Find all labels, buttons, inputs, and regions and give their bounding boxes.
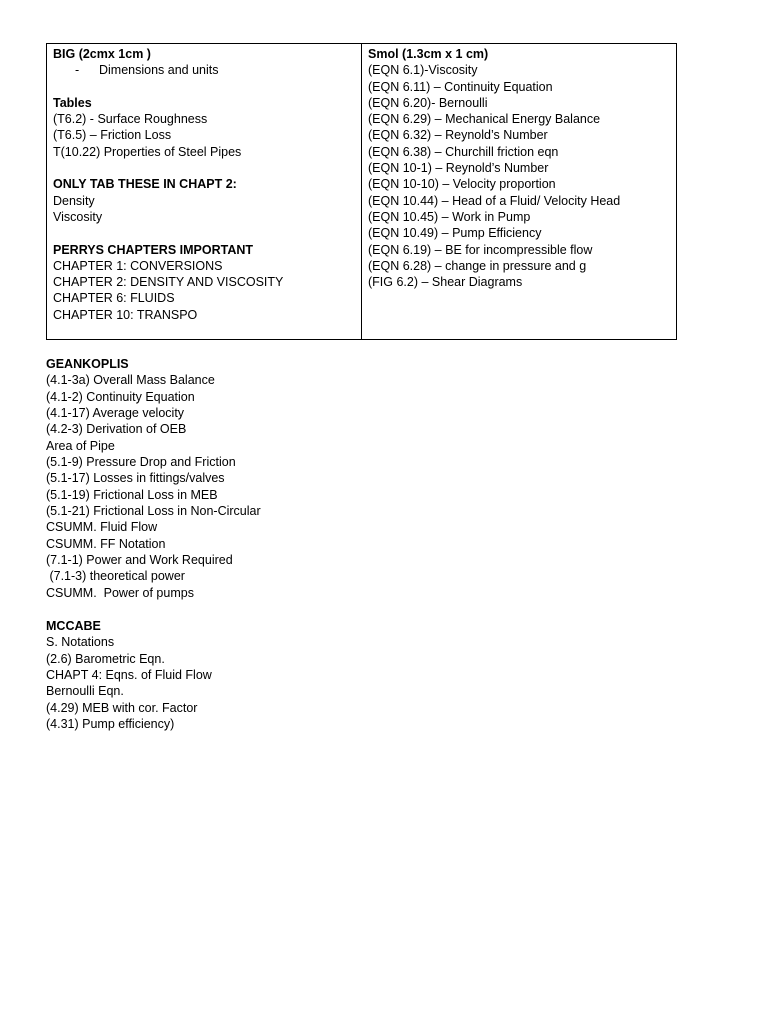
spacer: [53, 79, 355, 95]
smol-item: (FIG 6.2) – Shear Diagrams: [368, 275, 523, 290]
geankoplis-section: [46, 356, 261, 601]
geankoplis-item: (5.1-9) Pressure Drop and Friction: [46, 455, 236, 470]
geankoplis-item: Area of Pipe: [46, 438, 115, 453]
mccabe-heading: MCCABE: [46, 619, 101, 633]
perrys-heading: PERRYS CHAPTERS IMPORTANT: [53, 242, 254, 257]
big-column: [47, 44, 362, 340]
perrys-item: CHAPTER 1: CONVERSIONS: [53, 258, 223, 273]
smol-item: (EQN 6.19) – BE for incompressible flow: [368, 242, 593, 257]
perrys-item: CHAPTER 2: DENSITY AND VISCOSITY: [53, 275, 284, 290]
reference-table-row: [47, 44, 677, 340]
mccabe-item: (4.31) Pump efficiency): [46, 717, 175, 732]
smol-item: (EQN 6.38) – Churchill friction eqn: [368, 144, 559, 159]
chapt2-heading: ONLY TAB THESE IN CHAPT 2:: [53, 177, 237, 192]
geankoplis-heading: GEANKOPLIS: [46, 357, 129, 371]
spacer: [53, 160, 355, 176]
smol-column: [362, 44, 677, 340]
geankoplis-item: (4.2-3) Derivation of OEB: [46, 422, 187, 437]
geankoplis-item: CSUMM. FF Notation: [46, 536, 166, 551]
big-heading: BIG (2cmx 1cm ): [53, 47, 151, 61]
smol-item: (EQN 10.44) – Head of a Fluid/ Velocity Head: [368, 193, 621, 208]
bullet-dash: -: [75, 63, 80, 78]
smol-item: (EQN 6.32) – Reynold’s Number: [368, 128, 548, 143]
smol-item: (EQN 6.29) – Mechanical Energy Balance: [368, 112, 601, 127]
smol-item: (EQN 10.45) – Work in Pump: [368, 209, 531, 224]
smol-item: (EQN 6.28) – change in pressure and g: [368, 258, 587, 273]
perrys-item: CHAPTER 6: FLUIDS: [53, 291, 175, 306]
geankoplis-item: (4.1-17) Average velocity: [46, 406, 185, 421]
geankoplis-item: (5.1-21) Frictional Loss in Non-Circular: [46, 504, 261, 519]
geankoplis-item: (5.1-17) Losses in fittings/valves: [46, 471, 225, 486]
tables-item: (T6.2) - Surface Roughness: [53, 112, 208, 127]
mccabe-item: Bernoulli Eqn.: [46, 684, 124, 699]
smol-item: (EQN 6.1)-Viscosity: [368, 63, 478, 78]
mccabe-item: CHAPT 4: Eqns. of Fluid Flow: [46, 668, 212, 683]
geankoplis-item: (5.1-19) Frictional Loss in MEB: [46, 487, 218, 502]
mccabe-item: (2.6) Barometric Eqn.: [46, 651, 165, 666]
geankoplis-item: (7.1-1) Power and Work Required: [46, 553, 233, 568]
tables-heading: Tables: [53, 95, 92, 110]
mccabe-item: S. Notations: [46, 635, 115, 650]
bullet-text: Dimensions and units: [99, 63, 219, 78]
mccabe-section: [46, 618, 212, 732]
smol-item: (EQN 10-1) – Reynold’s Number: [368, 161, 549, 176]
tables-item: T(10.22) Properties of Steel Pipes: [53, 144, 242, 159]
smol-item: (EQN 10.49) – Pump Efficiency: [368, 226, 542, 241]
geankoplis-item: (4.1-2) Continuity Equation: [46, 389, 195, 404]
smol-item: (EQN 6.11) – Continuity Equation: [368, 79, 553, 94]
perrys-item: CHAPTER 10: TRANSPO: [53, 307, 198, 322]
mccabe-item: (4.29) MEB with cor. Factor: [46, 700, 198, 715]
geankoplis-item: (4.1-3a) Overall Mass Balance: [46, 373, 215, 388]
chapt2-item: Viscosity: [53, 209, 103, 224]
chapt2-item: Density: [53, 193, 95, 208]
tables-item: (T6.5) – Friction Loss: [53, 128, 172, 143]
smol-heading: Smol (1.3cm x 1 cm): [368, 47, 489, 61]
geankoplis-item: CSUMM. Fluid Flow: [46, 520, 158, 535]
geankoplis-item: CSUMM. Power of pumps: [46, 585, 194, 600]
geankoplis-item: (7.1-3) theoretical power: [46, 569, 185, 584]
smol-item: (EQN 10-10) – Velocity proportion: [368, 177, 556, 192]
bullet-item: [53, 62, 355, 78]
reference-table: [46, 43, 677, 340]
smol-item: (EQN 6.20)- Bernoulli: [368, 95, 488, 110]
spacer: [53, 225, 355, 241]
